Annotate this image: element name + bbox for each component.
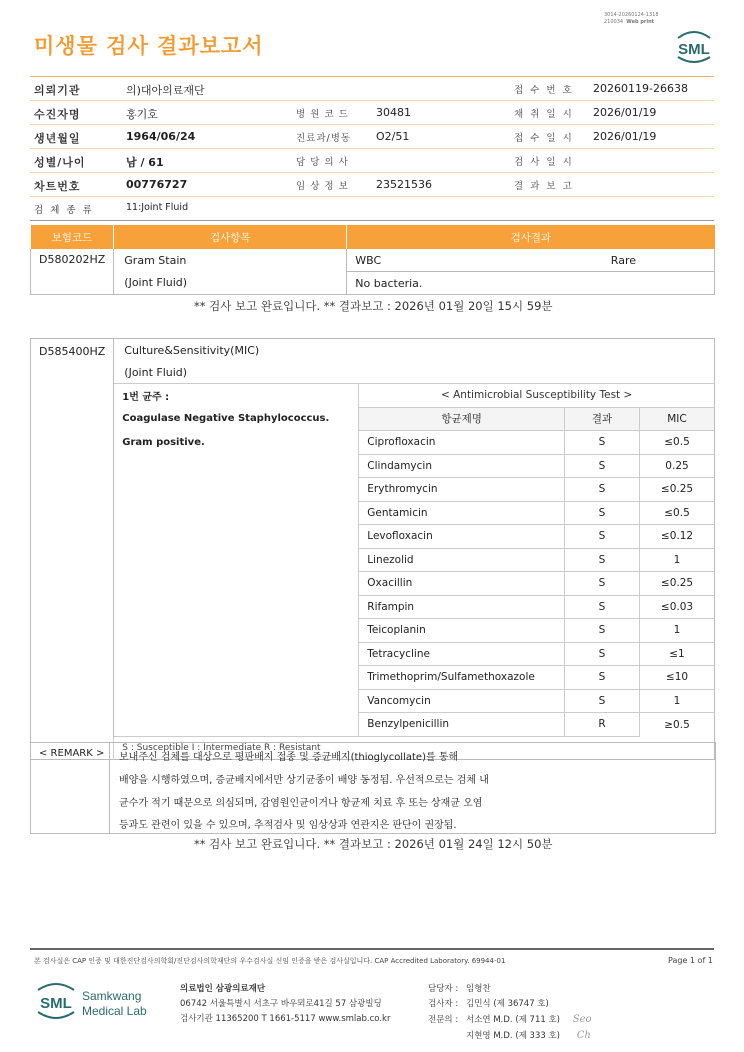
result-wbc-label: WBC xyxy=(355,253,382,267)
drug-mic: ≤0.5 xyxy=(640,431,715,455)
info-right-value: 2026/01/19 xyxy=(593,130,657,143)
drug-row xyxy=(31,454,715,478)
staff-role: 담당자 : xyxy=(428,984,459,994)
drug-row xyxy=(31,713,715,737)
drug-row xyxy=(31,478,715,502)
drug-row xyxy=(31,548,715,572)
test-specimen: (Joint Fluid) xyxy=(124,365,188,379)
remark-line: 균수가 적기 때문으로 의심되며, 감염원인균이거나 항균제 치료 후 또는 상재균 오염 xyxy=(119,798,483,809)
samkwang-logo-mark: SML xyxy=(40,995,72,1012)
info-row xyxy=(30,197,714,220)
signature-2: Ch xyxy=(576,1030,591,1041)
test-specimen: (Joint Fluid) xyxy=(114,272,347,295)
drug-name: Ciprofloxacin xyxy=(359,431,565,455)
remark-label: < REMARK > xyxy=(39,748,105,759)
drug-mic: 0.25 xyxy=(640,454,715,478)
drug-mic: ≥0.5 xyxy=(640,713,715,737)
ast-title: < Antimicrobial Susceptibility Test > xyxy=(359,384,715,408)
info-value: 홍기호 xyxy=(126,108,158,121)
drug-name: Rifampin xyxy=(359,595,565,619)
drug-mic: ≤10 xyxy=(640,666,715,690)
drug-name: Trimethoprim/Sulfamethoxazole xyxy=(359,666,565,690)
drug-name: Erythromycin xyxy=(359,478,565,502)
drug-row xyxy=(31,525,715,549)
info-row xyxy=(30,173,714,197)
culture-table xyxy=(30,338,715,760)
info-row xyxy=(30,125,714,149)
result-wbc-value: Rare xyxy=(610,253,636,267)
page-number: Page 1 of 1 xyxy=(668,956,713,965)
gram-stain-table xyxy=(30,225,715,295)
staff-name: 임형찬 xyxy=(466,984,491,994)
drug-result: S xyxy=(565,619,640,643)
result-wbc xyxy=(347,249,715,272)
drug-mic: ≤0.5 xyxy=(640,501,715,525)
remark-line: 등과도 관련이 있을 수 있으며, 추적검사 및 임상상과 연관지은 판단이 권장됨. xyxy=(119,820,457,831)
gram-result: Gram positive. xyxy=(122,436,205,448)
drug-name: Linezolid xyxy=(359,548,565,572)
col-result: 결과 xyxy=(565,407,640,431)
org-name: 의료법인 삼광의료재단 xyxy=(180,984,266,994)
drug-name: Levofloxacin xyxy=(359,525,565,549)
drug-result: S xyxy=(565,478,640,502)
info-value: 11:Joint Fluid xyxy=(126,202,189,213)
info-label: 생년월일 xyxy=(34,132,81,145)
info-right-value: 20260119-26638 xyxy=(593,82,688,95)
info-right-label: 검 사 일 시 xyxy=(514,157,574,168)
drug-result: S xyxy=(565,689,640,713)
table-row xyxy=(31,361,715,384)
drug-row xyxy=(31,595,715,619)
ast-legend: S : Susceptible I : Intermediate R : Resistant xyxy=(114,736,640,760)
drug-row xyxy=(31,666,715,690)
patient-info-grid xyxy=(30,76,714,221)
info-label: 검 체 종 류 xyxy=(34,205,94,216)
report-complete-note: ** 검사 보고 완료입니다. ** 결과보고 : 2026년 01월 24일 12시 50분 xyxy=(194,837,553,851)
col-mic: MIC xyxy=(640,407,715,431)
page-title: 미생물 검사 결과보고서 xyxy=(34,34,264,58)
info-right-label: 접 수 일 시 xyxy=(514,133,574,144)
samkwang-logo-name1: Samkwang xyxy=(82,989,142,1003)
drug-result: S xyxy=(565,548,640,572)
info-label: 수진자명 xyxy=(34,108,81,121)
info-row xyxy=(30,101,714,125)
drug-result: S xyxy=(565,501,640,525)
info-value: 00776727 xyxy=(126,178,188,191)
staff-role: 전문의 : xyxy=(428,1015,459,1025)
info-right-label: 접 수 번 호 xyxy=(514,85,574,96)
drug-mic: ≤1 xyxy=(640,642,715,666)
accreditation-note: 본 검사실은 CAP 인증 및 대한진단검사의학회/진단검사의학재단의 우수검사실 신임 인증을 받은 검사실입니다. CAP Accredited Laboratory. 69944-01 xyxy=(34,957,506,965)
drug-result: S xyxy=(565,525,640,549)
drug-name: Benzylpenicillin xyxy=(359,713,565,737)
drug-result: S xyxy=(565,431,640,455)
test-name: Gram Stain xyxy=(114,249,347,272)
footer-divider xyxy=(30,948,714,950)
organism-number: 1번 균주 : xyxy=(114,384,359,408)
ast-header-row xyxy=(31,407,715,431)
signature-1: Seo xyxy=(572,1014,592,1025)
table-row xyxy=(31,272,715,295)
info-row xyxy=(30,149,714,173)
staff-name: 김민식 (제 36747 호) xyxy=(466,999,549,1009)
org-contact: 검사기관 11365200 T 1661-5117 www.smlab.co.kr xyxy=(180,1014,391,1024)
drug-row xyxy=(31,572,715,596)
drug-name: Tetracycline xyxy=(359,642,565,666)
drug-result: S xyxy=(565,642,640,666)
drug-mic: ≤0.12 xyxy=(640,525,715,549)
drug-mic: ≤0.25 xyxy=(640,572,715,596)
report-complete-note: ** 검사 보고 완료입니다. ** 결과보고 : 2026년 01월 20일 15시 59분 xyxy=(194,299,553,313)
col-test-item: 검사항목 xyxy=(114,225,347,249)
test-code: D580202HZ xyxy=(31,249,114,295)
drug-row xyxy=(31,431,715,455)
drug-name: Clindamycin xyxy=(359,454,565,478)
info-right-label: 결 과 보 고 xyxy=(514,181,574,192)
remark-line: 보내주신 검체를 대상으로 평판배지 접종 및 증균배지(thioglycollate)를 통해 xyxy=(119,752,459,763)
drug-result: S xyxy=(565,666,640,690)
org-address: 06742 서울특별시 서초구 바우뫼로41길 57 삼광빌딩 xyxy=(180,999,382,1009)
staff-name: 지현영 M.D. (제 333 호) xyxy=(466,1031,561,1041)
staff-name: 서소연 M.D. (제 711 호) xyxy=(466,1015,561,1025)
info-mid-value: 30481 xyxy=(376,106,411,119)
info-value: 1964/06/24 xyxy=(126,130,196,143)
sml-logo-icon xyxy=(672,24,716,64)
info-value: 남 / 61 xyxy=(126,156,164,169)
drug-result: S xyxy=(565,572,640,596)
staff-role: 검사자 : xyxy=(428,999,459,1009)
table-row xyxy=(31,339,715,362)
drug-name: Vancomycin xyxy=(359,689,565,713)
drug-mic: 1 xyxy=(640,689,715,713)
remark-box xyxy=(30,742,716,834)
drug-mic: 1 xyxy=(640,548,715,572)
drug-name: Gentamicin xyxy=(359,501,565,525)
test-code: D585400HZ xyxy=(31,339,114,737)
report-code-line1: 3014-20260124-1318 xyxy=(604,12,659,18)
col-insurance-code: 보험코드 xyxy=(31,225,114,249)
info-label: 차트번호 xyxy=(34,180,81,193)
info-label: 성별/나이 xyxy=(34,156,86,169)
drug-row xyxy=(31,689,715,713)
drug-result: S xyxy=(565,595,640,619)
organism-name: Coagulase Negative Staphylococcus. xyxy=(122,413,330,425)
info-mid-label: 진료과/병동 xyxy=(296,133,352,144)
samkwang-logo-icon xyxy=(34,978,164,1026)
ast-title-row xyxy=(31,384,715,408)
drug-mic: ≤0.03 xyxy=(640,595,715,619)
result-bacteria: No bacteria. xyxy=(347,272,715,295)
info-mid-value: 23521536 xyxy=(376,178,432,191)
drug-name: Teicoplanin xyxy=(359,619,565,643)
info-value: 의)대아의료재단 xyxy=(126,84,205,97)
web-print-label: Web print xyxy=(626,19,655,25)
test-name: Culture&Sensitivity(MIC) xyxy=(124,343,260,357)
report-code-line2: 210034 xyxy=(604,19,624,25)
sml-logo-text: SML xyxy=(678,41,710,58)
col-test-result: 검사결과 xyxy=(347,225,715,249)
info-mid-label: 담 당 의 사 xyxy=(296,157,349,168)
drug-name: Oxacillin xyxy=(359,572,565,596)
info-mid-label: 임 상 정 보 xyxy=(296,181,349,192)
drug-row xyxy=(31,642,715,666)
table-row xyxy=(31,249,715,272)
drug-result: R xyxy=(565,713,640,737)
report-code xyxy=(604,12,659,26)
info-mid-value: O2/51 xyxy=(376,130,410,143)
drug-result: S xyxy=(565,454,640,478)
info-label: 의뢰기관 xyxy=(34,84,81,97)
drug-row xyxy=(31,501,715,525)
drug-row xyxy=(31,619,715,643)
org-info xyxy=(180,982,390,1027)
drug-mic: 1 xyxy=(640,619,715,643)
info-mid-label: 병 원 코 드 xyxy=(296,109,349,120)
info-row xyxy=(30,77,714,101)
remark-line: 배양을 시행하였으며, 증균배지에서만 상기균종이 배양 동정됨. 우선적으로는 검체 내 xyxy=(119,775,489,786)
samkwang-logo-name2: Medical Lab xyxy=(82,1004,147,1018)
info-right-label: 채 취 일 시 xyxy=(514,109,574,120)
info-right-value: 2026/01/19 xyxy=(593,106,657,119)
table-header-row xyxy=(31,225,715,249)
staff-info xyxy=(428,982,592,1044)
col-drug-name: 항균제명 xyxy=(359,407,565,431)
drug-mic: ≤0.25 xyxy=(640,478,715,502)
